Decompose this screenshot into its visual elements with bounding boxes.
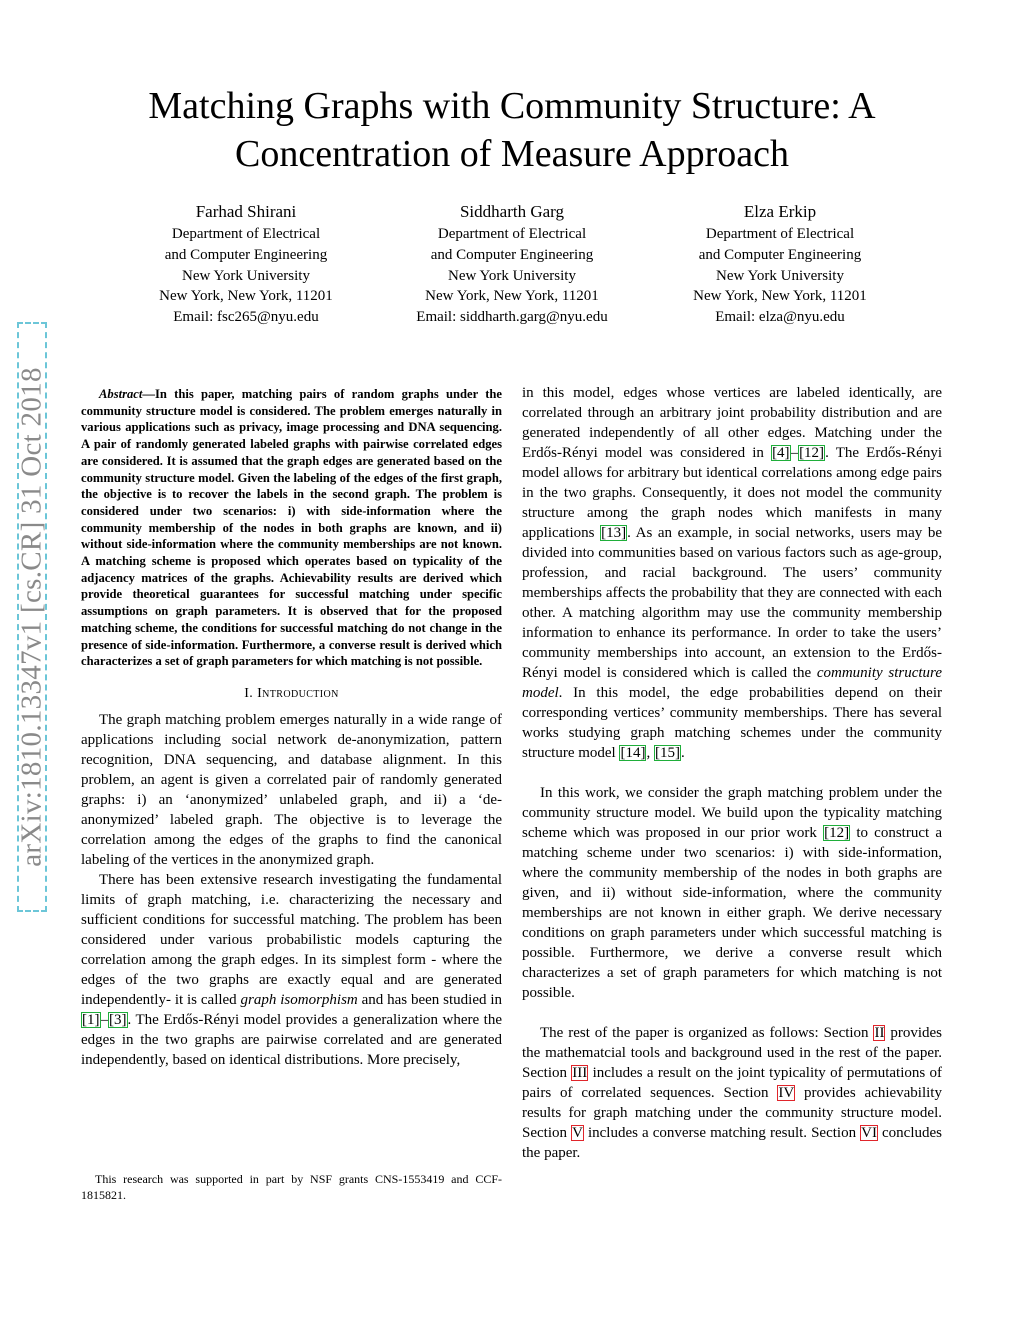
- section-link[interactable]: VI: [861, 1125, 877, 1141]
- author-block-1: [106, 200, 386, 328]
- author-dept-1: Department of Electrical: [437, 226, 587, 242]
- section-link[interactable]: V: [572, 1125, 583, 1141]
- text-run: .: [680, 745, 685, 761]
- abstract-label: Abstract: [99, 387, 143, 401]
- text-run: In this work, we consider the graph matching problem under the community structure model. We build upon the typicality matching scheme which was proposed in our prior work: [522, 785, 942, 841]
- paper-title: [60, 82, 964, 178]
- text-run: . The Erdős-Rényi model allows for arbitrary but identical correlations among edge pairs in the two graphs. Consequently, it does not model the community structure among the graph nodes which manifests in many applications: [522, 445, 942, 541]
- text-run: provides the mathematcial tools and background used in the rest of the paper. Section: [522, 1025, 942, 1081]
- author-email: Email: fsc265@nyu.edu: [173, 309, 319, 326]
- text-run: –: [100, 1011, 108, 1028]
- author-name: Siddharth Garg: [459, 202, 565, 221]
- right-paragraph-3: [522, 1023, 942, 1163]
- citation-link[interactable]: [12]: [799, 445, 825, 461]
- author-email: Email: elza@nyu.edu: [715, 309, 845, 326]
- author-university: New York University: [448, 267, 576, 284]
- text-run: . As an example, in social networks, users may be divided into communities based on various factors such as age-group, profession, and racial background. The users’ community memberships affects the probability that they are connected with each other. A matching algorithm may use the community membership information to enhance its performance. In order to take the users’ community memberships into account, an extension to the Erdős-Rényi model is considered which is called the: [522, 525, 943, 681]
- emphasis: graph isomorphism: [240, 991, 358, 1008]
- author-dept-1: Department of Electrical: [705, 226, 855, 242]
- text-run: provides achievability results for graph matching under the community structure model. Section: [522, 1085, 942, 1141]
- text-run: There has been extensive research investigating the fundamental limits of graph matching, i.e. characterizing the necessary and sufficient conditions for successful matching. The problem has been considered under various probabilistic models capturing the correlation among the graph edges. In its simplest form - where the edges of the two graphs are exactly equal and are generated independently- it is called: [81, 871, 502, 1008]
- text-run: includes a result on the joint typicality of permutations of pairs of correlated sequences. Section: [522, 1065, 942, 1101]
- right-paragraph-1: [522, 383, 942, 763]
- title-line-1: Matching Graphs with Community Structure: A: [148, 85, 876, 127]
- intro-paragraph-2: [81, 870, 502, 1070]
- author-city: New York, New York, 11201: [693, 288, 867, 305]
- section-number: I.: [244, 685, 258, 701]
- text-run: –: [790, 445, 799, 461]
- text-run: The rest of the paper is organized as follows: Section: [540, 1025, 874, 1041]
- section-link[interactable]: III: [572, 1065, 588, 1081]
- author-dept-2: and Computer Engineering: [164, 246, 328, 263]
- author-name: Farhad Shirani: [195, 202, 297, 221]
- author-university: New York University: [716, 267, 844, 284]
- author-block-3: [640, 200, 920, 328]
- citation-link[interactable]: [14]: [620, 745, 646, 761]
- left-column: [81, 386, 502, 1070]
- citation-link[interactable]: [1]: [82, 1011, 100, 1028]
- author-dept-1: Department of Electrical: [171, 226, 321, 242]
- text-run: concludes the paper.: [522, 1125, 943, 1161]
- author-university: New York University: [182, 267, 310, 284]
- text-run: . The Erdős-Rényi model provides a generalization where the edges in the two graphs are pairwise correlated and are generated independently, based on identical distributions. More precisely,: [81, 1011, 502, 1068]
- citation-link[interactable]: [12]: [824, 825, 850, 841]
- section-heading-introduction: [81, 684, 502, 704]
- text-run: . In this model, the edge probabilities depend on their corresponding vertices’ community memberships. There has several works studying graph matching schemes under the community structure model: [522, 685, 942, 761]
- section-title: Introduction: [257, 685, 339, 701]
- intro-paragraph-1: The graph matching problem emerges naturally in a wide range of applications including social network de-anonymization, pattern recognition, DNA sequencing, and database alignment. In this problem, an agent is given a correlated pair of randomly generated graphs: i) an ‘anonymized’ unlabeled graph, and ii) a ‘de-anonymized’ labeled graph. The objective is to leverage the correlation among the edges of the graphs to find the canonical labeling of the vertices in the anonymized graph.: [81, 711, 502, 868]
- author-email: Email: siddharth.garg@nyu.edu: [416, 309, 608, 326]
- text-run: and has been studied in: [357, 991, 503, 1008]
- author-name: Elza Erkip: [743, 202, 817, 221]
- text-run: ,: [646, 745, 654, 761]
- citation-link[interactable]: [3]: [109, 1011, 127, 1028]
- text-run: includes a converse matching result. Section: [583, 1125, 861, 1141]
- author-city: New York, New York, 11201: [425, 288, 599, 305]
- section-link[interactable]: II: [874, 1025, 885, 1041]
- arxiv-stamp[interactable]: arXiv:1810.13347v1 [cs.CR] 31 Oct 2018: [15, 367, 48, 867]
- author-city: New York, New York, 11201: [159, 288, 333, 305]
- citation-link[interactable]: [4]: [772, 445, 790, 461]
- author-dept-2: and Computer Engineering: [430, 246, 594, 263]
- text-run: to construct a matching scheme under two scenarios: i) with side-information, where the community membership of the nodes in both graphs are given, and ii) without side-information, where the community memberships are not known in either graph. We derive necessary conditions on graph parameters under which successful matching is possible. Furthermore, we derive a converse result which characterizes a set of graph parameters for which matching is not possible.: [522, 825, 942, 1001]
- abstract-text: —In this paper, matching pairs of random graphs under the community structure model is considered. The problem emerges naturally in various applications such as privacy, image processing and DNA sequencing. A pair of randomly generated labeled graphs with pairwise correlated edges are considered. It is assumed that the graph edges are generated based on the community structure model. Given the labeling of the edges of the first graph, the objective is to recover the labels in the second graph. The problem is considered under two scenarios: i) with side-information where the community membership of the nodes in both graphs are known, and ii) without side-information where the community memberships are not known. A matching scheme is proposed which operates based on typicality of the adjacency matrices of the graphs. Achievability results are derived which provide theoretical guarantees for successful matching under specific assumptions on graph parameters. It is observed that for the proposed matching scheme, the conditions for successful matching do not change in the presence of side-information. Furthermore, a converse result is derived which characterizes a set of graph parameters for which matching is not possible.: [81, 387, 502, 669]
- author-dept-2: and Computer Engineering: [698, 246, 862, 263]
- right-column: [522, 383, 942, 1163]
- abstract: [81, 386, 502, 670]
- footnote: This research was supported in part by NSF grants CNS-1553419 and CCF-1815821.: [81, 1172, 502, 1202]
- author-block-2: [372, 200, 652, 328]
- emphasis: community structure model: [522, 665, 942, 701]
- right-paragraph-2: [522, 783, 942, 1003]
- citation-link[interactable]: [13]: [601, 525, 627, 541]
- title-line-2: Concentration of Measure Approach: [235, 133, 789, 175]
- section-link[interactable]: IV: [778, 1085, 795, 1101]
- citation-link[interactable]: [15]: [654, 745, 680, 761]
- text-run: in this model, edges whose vertices are labeled identically, are correlated through an arbitrary joint probability distribution and are generated independently of all other edges. Matching under the Erdős-Rényi model was considered in: [522, 385, 942, 461]
